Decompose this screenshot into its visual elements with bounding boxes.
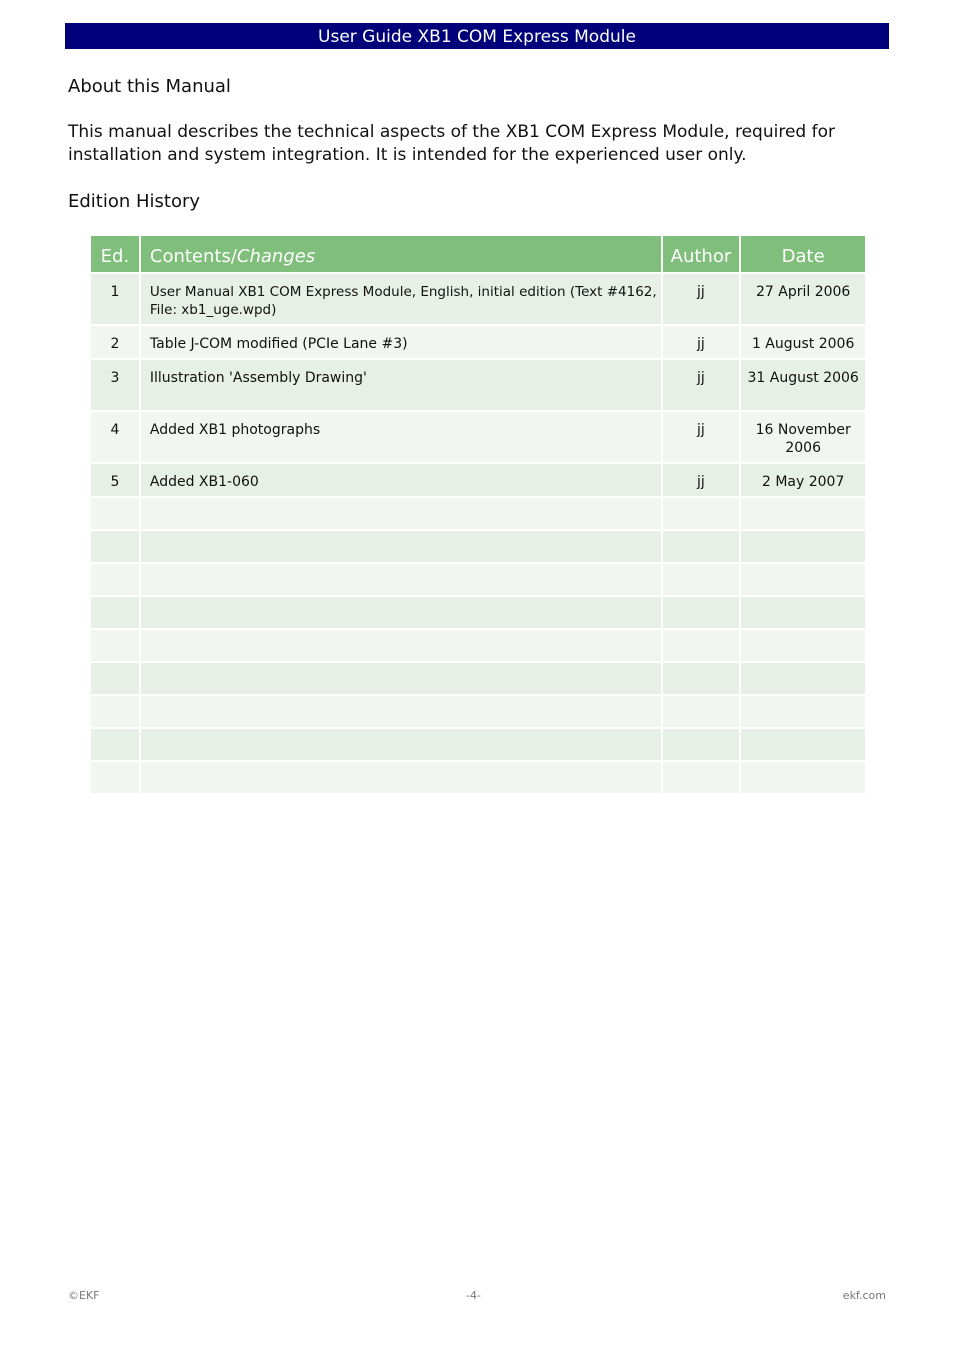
footer-website: ekf.com xyxy=(842,1289,886,1302)
cell-date: 27 April 2006 xyxy=(741,274,865,324)
empty-cell xyxy=(91,498,139,529)
cell-ed: 5 xyxy=(91,464,139,496)
empty-cell xyxy=(663,531,740,562)
empty-cell xyxy=(91,564,139,595)
empty-cell xyxy=(741,663,865,694)
empty-cell xyxy=(741,696,865,727)
empty-cell xyxy=(141,663,661,694)
empty-cell xyxy=(741,729,865,760)
edition-history-heading: Edition History xyxy=(68,191,201,212)
empty-cell xyxy=(741,498,865,529)
cell-date: 31 August 2006 xyxy=(741,360,865,410)
empty-cell xyxy=(141,630,661,661)
cell-author: jj xyxy=(663,274,740,324)
page-header-bar xyxy=(65,23,889,49)
table-row xyxy=(91,360,865,410)
column-header-ed: Ed. xyxy=(91,236,139,272)
edition-history-table xyxy=(91,236,865,795)
cell-ed: 3 xyxy=(91,360,139,410)
cell-ed: 2 xyxy=(91,326,139,358)
footer-copyright: ©EKF xyxy=(68,1289,100,1302)
empty-table-row xyxy=(91,762,865,793)
cell-author: jj xyxy=(663,326,740,358)
cell-contents: Added XB1 photographs xyxy=(141,412,661,462)
empty-table-row xyxy=(91,498,865,529)
cell-date: 2 May 2007 xyxy=(741,464,865,496)
empty-table-row xyxy=(91,564,865,595)
empty-table-row xyxy=(91,630,865,661)
empty-cell xyxy=(741,564,865,595)
table-row xyxy=(91,274,865,324)
empty-table-row xyxy=(91,696,865,727)
cell-author: jj xyxy=(663,464,740,496)
about-heading: About this Manual xyxy=(68,76,231,97)
empty-cell xyxy=(91,597,139,628)
empty-cell xyxy=(141,729,661,760)
column-header-contents xyxy=(141,236,661,272)
empty-cell xyxy=(91,696,139,727)
table-row xyxy=(91,464,865,496)
empty-cell xyxy=(663,762,740,793)
cell-date: 1 August 2006 xyxy=(741,326,865,358)
cell-ed: 4 xyxy=(91,412,139,462)
empty-cell xyxy=(741,597,865,628)
table-row xyxy=(91,326,865,358)
empty-table-row xyxy=(91,729,865,760)
empty-cell xyxy=(141,498,661,529)
empty-cell xyxy=(741,531,865,562)
empty-table-row xyxy=(91,597,865,628)
empty-cell xyxy=(663,564,740,595)
cell-ed: 1 xyxy=(91,274,139,324)
cell-author: jj xyxy=(663,360,740,410)
empty-cell xyxy=(663,498,740,529)
cell-date: 16 November 2006 xyxy=(741,412,865,462)
cell-contents: User Manual XB1 COM Express Module, English, initial edition (Text #4162, File: xb1_uge.wpd) xyxy=(141,274,661,324)
empty-cell xyxy=(663,696,740,727)
empty-cell xyxy=(741,762,865,793)
empty-cell xyxy=(91,630,139,661)
empty-table-row xyxy=(91,663,865,694)
column-header-changes-label: Changes xyxy=(236,246,316,267)
column-header-contents-label: Contents/ xyxy=(149,246,237,267)
empty-cell xyxy=(663,729,740,760)
empty-cell xyxy=(91,531,139,562)
footer-page-number: -4- xyxy=(466,1289,481,1302)
empty-cell xyxy=(91,663,139,694)
cell-author: jj xyxy=(663,412,740,462)
empty-cell xyxy=(141,564,661,595)
cell-contents: Illustration 'Assembly Drawing' xyxy=(141,360,661,410)
empty-cell xyxy=(141,597,661,628)
empty-cell xyxy=(663,663,740,694)
empty-cell xyxy=(663,597,740,628)
cell-contents: Table J-COM modified (PCIe Lane #3) xyxy=(141,326,661,358)
page-header-title: User Guide XB1 COM Express Module xyxy=(318,27,636,47)
empty-cell xyxy=(141,531,661,562)
table-row xyxy=(91,412,865,462)
about-paragraph: This manual describes the technical aspects of the XB1 COM Express Module, required for installation and system integration. It is intended for the experienced user only. xyxy=(68,122,835,165)
empty-cell xyxy=(91,762,139,793)
table-header-row xyxy=(91,236,865,272)
empty-cell xyxy=(663,630,740,661)
empty-cell xyxy=(141,762,661,793)
empty-cell xyxy=(141,696,661,727)
empty-table-row xyxy=(91,531,865,562)
column-header-date: Date xyxy=(741,236,865,272)
empty-cell xyxy=(741,630,865,661)
cell-contents: Added XB1-060 xyxy=(141,464,661,496)
column-header-author: Author xyxy=(663,236,740,272)
empty-cell xyxy=(91,729,139,760)
